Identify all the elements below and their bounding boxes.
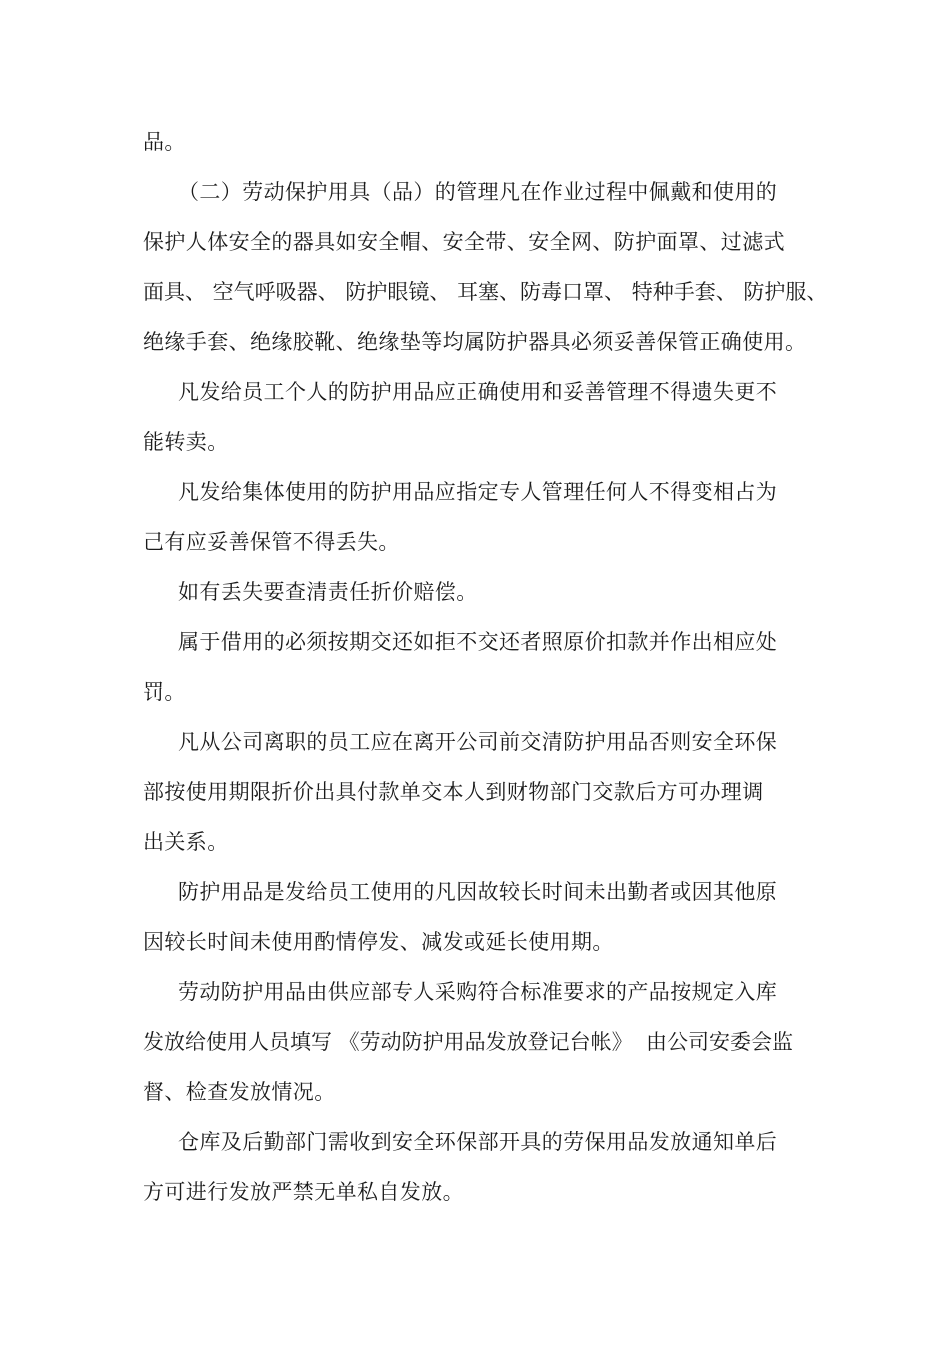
text-line: 劳动防护用品由供应部专人采购符合标准要求的产品按规定入库 [178, 980, 778, 1004]
text-line: 因较长时间未使用酌情停发、减发或延长使用期。 [143, 930, 614, 954]
section-heading-line: （二）劳动保护用具（品）的管理凡在作业过程中佩戴和使用的 [178, 180, 778, 204]
text-line: 督、检查发放情况。 [143, 1080, 336, 1104]
text-line: 面具、 空气呼吸器、 防护眼镜、 耳塞、防毒口罩、 特种手套、 防护服、 [143, 280, 828, 304]
text-line: 绝缘手套、绝缘胶靴、绝缘垫等均属防护器具必须妥善保管正确使用。 [143, 330, 807, 354]
text-line: 己有应妥善保管不得丢失。 [143, 530, 400, 554]
text-line: 凡从公司离职的员工应在离开公司前交清防护用品否则安全环保 [178, 730, 778, 754]
text-line: 能转卖。 [143, 430, 229, 454]
text-line: 发放给使用人员填写 《劳动防护用品发放登记台帐》 由公司安委会监 [143, 1030, 794, 1054]
text-line: 凡发给集体使用的防护用品应指定专人管理任何人不得变相占为 [178, 480, 778, 504]
text-line: 方可进行发放严禁无单私自发放。 [143, 1180, 464, 1204]
text-line: 如有丢失要查清责任折价赔偿。 [178, 580, 478, 604]
text-line: 凡发给员工个人的防护用品应正确使用和妥善管理不得遗失更不 [178, 380, 778, 404]
text-line: 罚。 [143, 680, 186, 704]
text-line: 防护用品是发给员工使用的凡因故较长时间未出勤者或因其他原 [178, 880, 778, 904]
text-line: 属于借用的必须按期交还如拒不交还者照原价扣款并作出相应处 [178, 630, 778, 654]
text-line: 保护人体安全的器具如安全帽、安全带、安全网、防护面罩、过滤式 [143, 230, 785, 254]
text-line: 品。 [143, 130, 186, 154]
text-line: 仓库及后勤部门需收到安全环保部开具的劳保用品发放通知单后 [178, 1130, 778, 1154]
text-line: 出关系。 [143, 830, 229, 854]
text-line: 部按使用期限折价出具付款单交本人到财物部门交款后方可办理调 [143, 780, 764, 804]
